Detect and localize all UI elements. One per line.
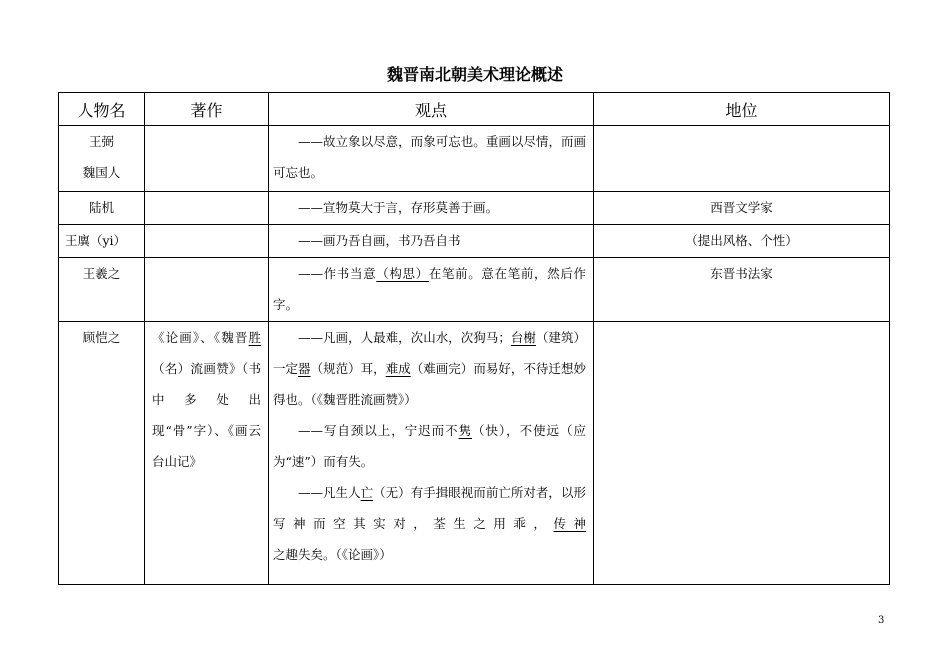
view-text — [273, 415, 586, 477]
table-row — [59, 322, 890, 585]
cell-works — [145, 192, 269, 225]
page-number: 3 — [878, 615, 885, 626]
underlined-term: 传神 — [553, 516, 586, 531]
cell-works — [145, 225, 269, 258]
table-row — [59, 192, 890, 225]
view-fragment: ——写自颈以上，宁迟而不 — [298, 423, 459, 438]
cell-works — [145, 126, 269, 192]
view-fragment: ——凡生人 — [298, 485, 361, 500]
table-row — [59, 126, 890, 192]
cell-name: 顾恺之 — [59, 322, 145, 585]
cell-name: 陆机 — [59, 192, 145, 225]
cell-view — [269, 192, 594, 225]
cell-name — [59, 126, 145, 192]
header-view: 观点 — [269, 93, 594, 126]
cell-status: （提出风格、个性） — [594, 225, 890, 258]
table-row — [59, 258, 890, 322]
view-fragment: 之趣失矣。（《论画》） — [273, 547, 392, 562]
view-fragment: （无）有手揖眼视而前亡所对者，以形写神而空其实对，荃生之用乖， — [273, 485, 586, 531]
cell-works — [145, 258, 269, 322]
view-text — [273, 258, 586, 320]
page-title: 魏晋南北朝美术理论概述 — [386, 65, 563, 84]
cell-view — [269, 126, 594, 192]
underlined-term: 器 — [298, 361, 311, 376]
view-text: ——故立象以尽意，而象可忘也。重画以尽情，而画可忘也。 — [273, 134, 586, 180]
view-fragment: （规范）耳， — [310, 361, 386, 376]
view-fragment: ——作书当意 — [298, 266, 377, 281]
table-row — [59, 225, 890, 258]
cell-view — [269, 258, 594, 322]
cell-name: 王廙（yi） — [59, 225, 145, 258]
underlined-term: 亡 — [360, 485, 374, 500]
underlined-term: 台榭 — [510, 330, 536, 345]
name-line: 王弼 — [88, 134, 114, 149]
view-text: ——画乃吾自画，书乃吾自书 — [298, 233, 461, 248]
theory-table — [58, 92, 890, 585]
name-line: 魏国人 — [82, 165, 121, 180]
view-text — [273, 477, 586, 570]
view-text: ——宣物莫大于言，存形莫善于画。 — [298, 200, 499, 215]
view-fragment: 在笔前。意在笔前，然后作字。 — [273, 266, 586, 312]
works-fragment: 《论画》、《魏晋 — [152, 330, 249, 345]
underlined-term: 隽 — [458, 423, 473, 438]
cell-name: 王羲之 — [59, 258, 145, 322]
header-person: 人物名 — [59, 93, 145, 126]
view-fragment: （快），不使远（应为“速”）而有失。 — [273, 423, 586, 469]
cell-status — [594, 322, 890, 585]
underlined-term: 难成 — [385, 361, 411, 376]
view-fragment: （建筑）一定 — [273, 330, 586, 376]
view-fragment: （难画完）而易好，不待迁想妙得也。（《魏晋胜流画赞》） — [273, 361, 586, 407]
works-fragment: （名）流画赞》（书中多处出现“骨”字）、《画云台山记》 — [152, 361, 261, 469]
cell-works — [145, 322, 269, 585]
underlined-term: 胜 — [248, 330, 261, 345]
cell-status: 西晋文学家 — [594, 192, 890, 225]
cell-status: 东晋书法家 — [594, 258, 890, 322]
cell-view — [269, 322, 594, 585]
view-text — [273, 322, 586, 415]
cell-view — [269, 225, 594, 258]
table-header-row — [59, 93, 890, 126]
view-fragment: ——凡画，人最难，次山水，次狗马； — [298, 330, 511, 345]
underlined-term: （构思） — [376, 266, 429, 281]
cell-status — [594, 126, 890, 192]
header-status: 地位 — [594, 93, 890, 126]
header-works: 著作 — [145, 93, 269, 126]
